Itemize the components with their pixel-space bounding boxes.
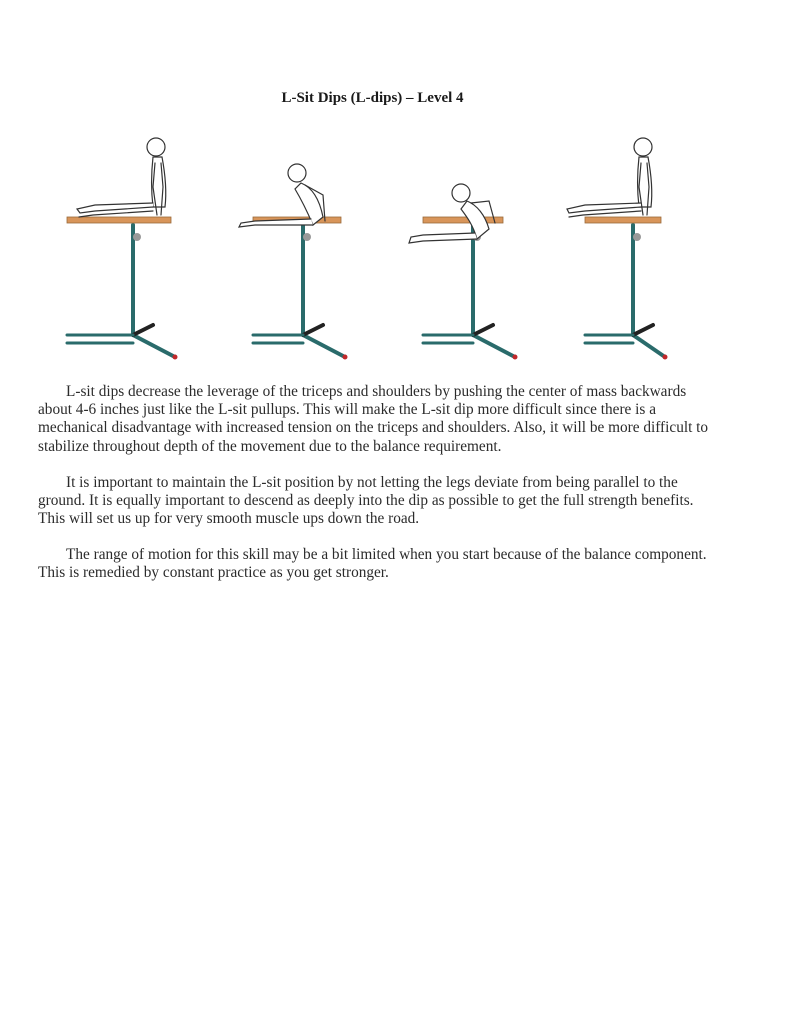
figure-bottom-position — [405, 125, 535, 365]
page-title: L-Sit Dips (L-dips) – Level 4 — [281, 90, 464, 106]
figure-descending — [235, 125, 365, 365]
paragraph-range — [38, 546, 718, 582]
paragraph-text: It is important to maintain the L-sit position by not letting the legs deviate from being parallel to the ground. It is equally important to descend as deeply into the dip as possible to get the full strength benefits. This will set us up for very smooth muscle ups down the road. — [38, 474, 694, 528]
paragraph-leverage — [38, 383, 718, 456]
paragraph-text: The range of motion for this skill may be a bit limited when you start because of the balance component. This is remedied by constant practice as you get stronger. — [38, 546, 707, 582]
exercise-illustration — [50, 125, 690, 370]
paragraph-text: L-sit dips decrease the leverage of the triceps and shoulders by pushing the center of mass backwards about 4-6 inches just like the L-sit pullups. This will make the L-sit dip more difficult since there is a mechanical disadvantage with increased tension on the triceps and shoulders. Also, it will be more difficult to stabilize throughout depth of the movement due to the balance requirement. — [38, 383, 709, 455]
paragraph-form — [38, 474, 718, 529]
figure-top-position — [65, 125, 195, 365]
figure-return-top — [565, 125, 695, 365]
